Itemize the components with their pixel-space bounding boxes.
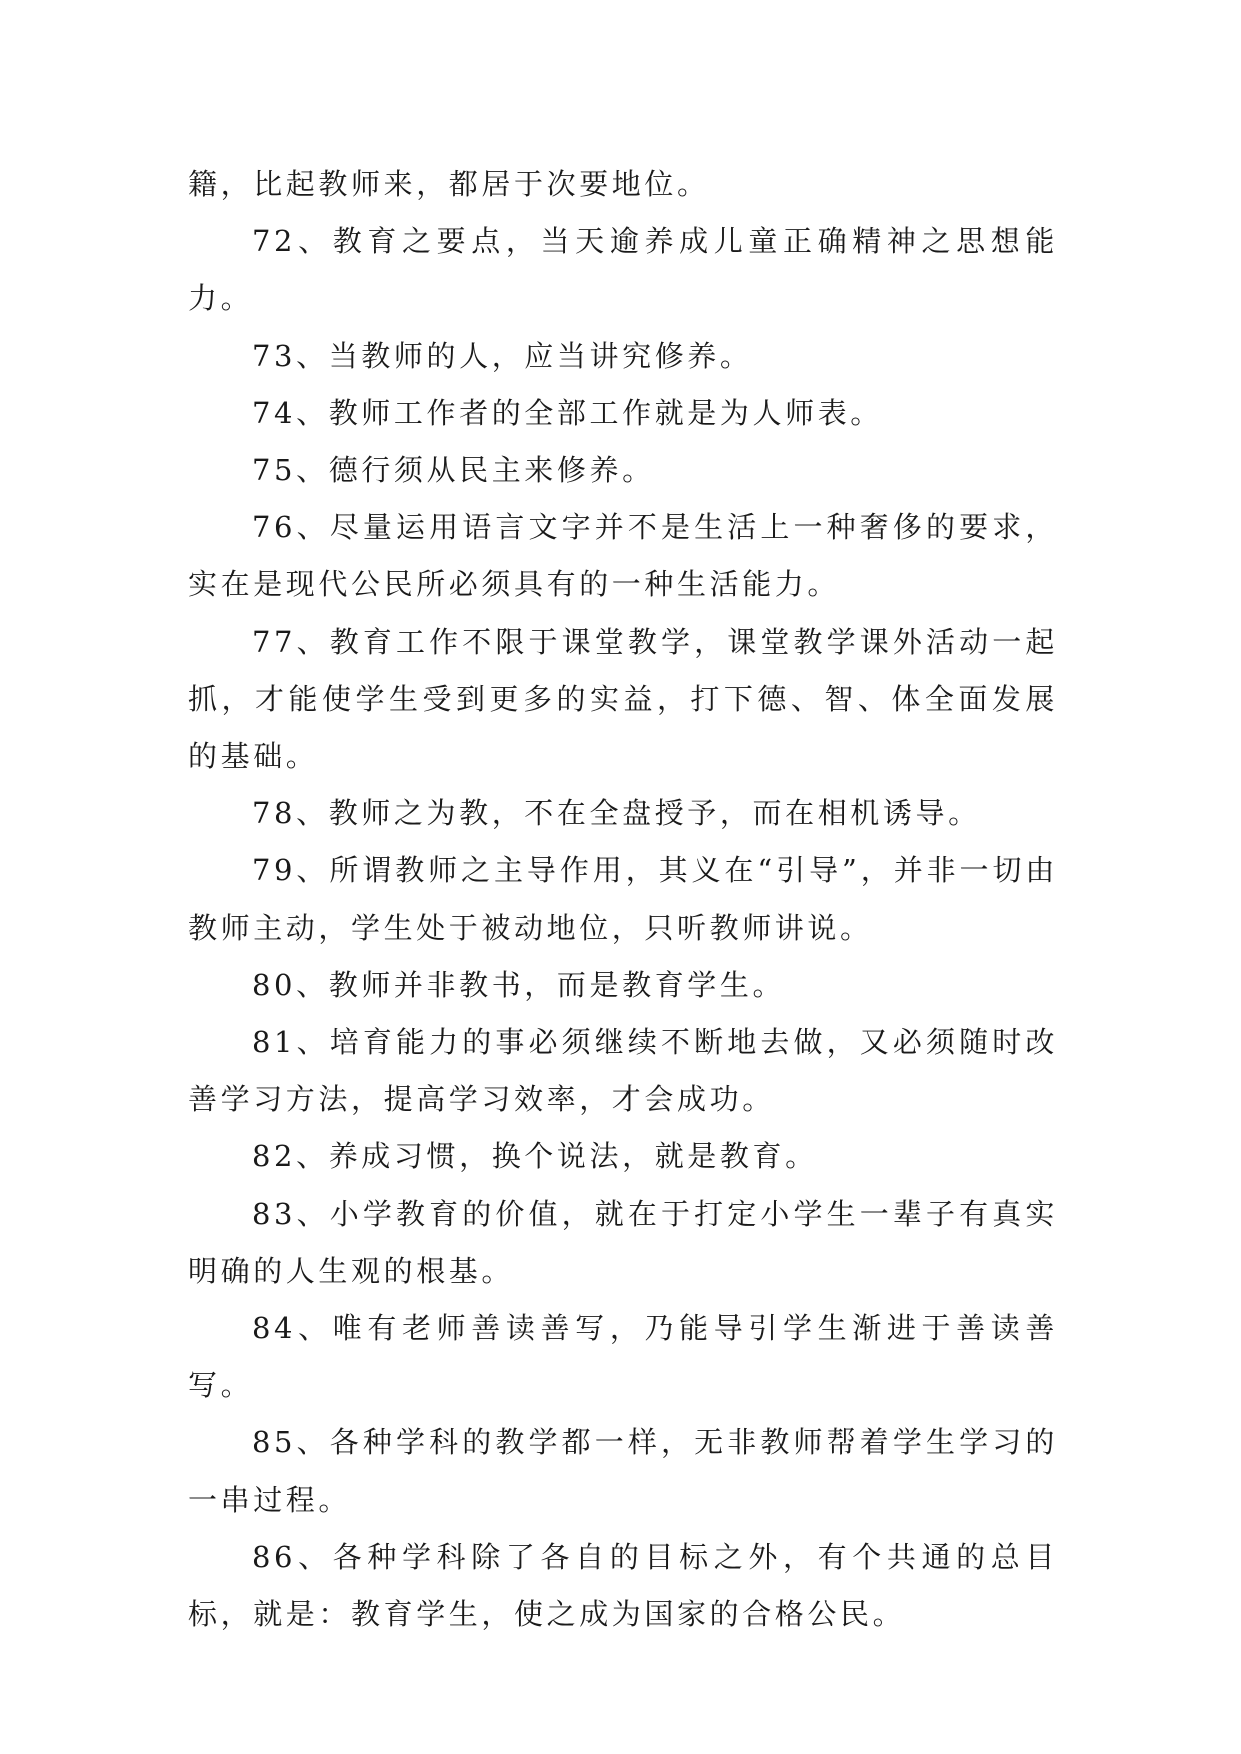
paragraph-75: 75、德行须从民主来修养。 [252,453,655,488]
paragraph-81: 81、培育能力的事必须继续不断地去做，又必须随时改善学习方法，提高学习效率，才会成功。 [188,1025,1058,1117]
paragraph-84: 84、唯有老师善读善写，乃能导引学生渐进于善读善写。 [188,1311,1058,1403]
paragraph-74: 74、教师工作者的全部工作就是为人师表。 [252,395,883,430]
paragraph-85: 85、各种学科的教学都一样，无非教师帮着学生学习的一串过程。 [188,1425,1058,1517]
paragraph-73: 73、当教师的人，应当讲究修养。 [252,338,753,373]
paragraph-82: 82、养成习惯，换个说法，就是教育。 [252,1139,818,1174]
paragraph-83: 83、小学教育的价值，就在于打定小学生一辈子有真实明确的人生观的根基。 [188,1196,1058,1288]
paragraph-86: 86、各种学科除了各自的目标之外，有个共通的总目标，就是：教育学生，使之成为国家的合格公民。 [188,1539,1058,1632]
paragraph-80: 80、教师并非教书，而是教育学生。 [252,967,786,1002]
paragraph-72: 72、教育之要点，当天逾养成儿童正确精神之思想能力。 [188,224,1058,316]
paragraph-77: 77、教育工作不限于课堂教学，课堂教学课外活动一起抓，才能使学生受到更多的实益，打下德、智、体全面发展的基础。 [188,624,1058,774]
document-body [188,156,1058,1643]
paragraph-79: 79、所谓教师之主导作用，其义在“引导”，并非一切由教师主动，学生处于被动地位，只听教师讲说。 [188,853,1058,945]
paragraph-76: 76、尽量运用语言文字并不是生活上一种奢侈的要求，实在是现代公民所必须具有的一种生活能力。 [188,510,1058,602]
paragraph-continued: 籍，比起教师来，都居于次要地位。 [188,167,710,201]
paragraph-78: 78、教师之为教，不在全盘授予，而在相机诱导。 [252,796,981,831]
